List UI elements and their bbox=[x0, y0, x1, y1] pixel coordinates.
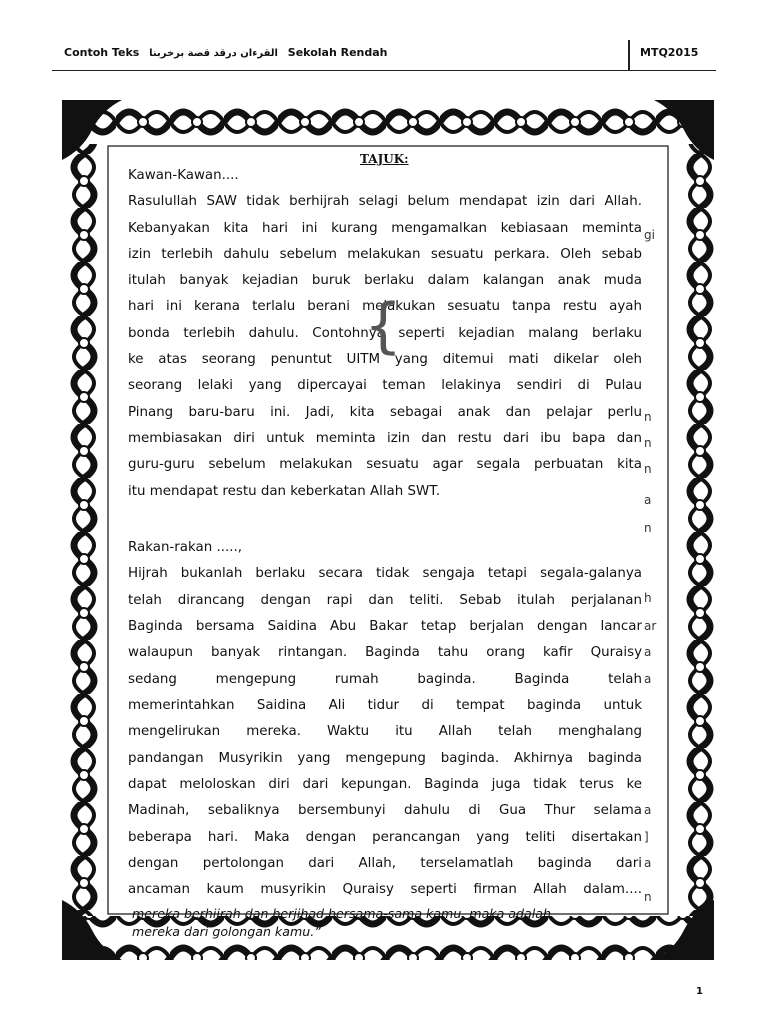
text-line: izin terlebih dahulu sebelum melakukan sesuatu perkara. Oleh sebab bbox=[128, 247, 642, 262]
text-line: Kebanyakan kita hari ini kurang mengamalkan kebiasaan meminta bbox=[128, 221, 642, 236]
margin-mark: ] bbox=[644, 830, 649, 844]
margin-mark: a bbox=[644, 672, 652, 686]
page-number: 1 bbox=[696, 986, 703, 997]
quote-line: mereka berhijrah dan berjihad bersama-sama kamu, maka adalah bbox=[132, 906, 551, 921]
text-line: mengelirukan mereka. Waktu itu Allah telah menghalang bbox=[128, 724, 642, 739]
text-line: Rasulullah SAW tidak berhijrah selagi belum mendapat izin dari Allah. bbox=[128, 194, 642, 209]
text-line: walaupun banyak rintangan. Baginda tahu orang kafir Quraisy bbox=[128, 645, 642, 660]
paragraph1-salutation: Kawan-Kawan.... bbox=[128, 168, 239, 183]
margin-mark: a bbox=[644, 493, 652, 507]
text-line: telah dirancang dengan rapi dan teliti. Sebab itulah perjalanan bbox=[128, 593, 642, 608]
header-divider bbox=[628, 40, 630, 70]
text-line: Hijrah bukanlah berlaku secara tidak sengaja tetapi segala-galanya bbox=[128, 566, 642, 581]
text-line: hari ini kerana terlalu berani melakukan sesuatu tanpa restu ayah bbox=[128, 299, 642, 314]
text-line: Pinang baru-baru ini. Jadi, kita sebagai anak dan pelajar perlu bbox=[128, 405, 642, 420]
margin-mark: a bbox=[644, 645, 652, 659]
text-line: Madinah, sebaliknya bersembunyi dahulu di Gua Thur selama bbox=[128, 803, 642, 818]
margin-mark: ar bbox=[644, 619, 657, 633]
paragraph2-salutation: Rakan-rakan ....., bbox=[128, 540, 242, 555]
margin-mark: a bbox=[644, 856, 652, 870]
margin-mark: n bbox=[644, 521, 652, 535]
text-line: dapat meloloskan diri dari kepungan. Baginda juga tidak terus ke bbox=[128, 777, 642, 792]
text-line: seorang lelaki yang dipercayai teman lelakinya sendiri di Pulau bbox=[128, 378, 642, 393]
margin-mark: n bbox=[644, 436, 652, 450]
text-line: pandangan Musyrikin yang mengepung baginda. Akhirnya baginda bbox=[128, 751, 642, 766]
header-school-label: Sekolah Rendah bbox=[287, 46, 388, 59]
header-arabic-label: القرءان درقد قصة برخربنا bbox=[149, 48, 278, 59]
text-line: dengan pertolongan dari Allah, terselamatlah baginda dari bbox=[128, 856, 642, 871]
text-line: itu mendapat restu dan keberkatan Allah SWT. bbox=[128, 484, 441, 499]
header-label: Contoh Teks bbox=[64, 46, 140, 59]
essay-title: TAJUK: bbox=[360, 152, 409, 166]
margin-mark: h bbox=[644, 591, 652, 605]
text-line: guru-guru sebelum melakukan sesuatu agar segala perbuatan kita bbox=[128, 457, 642, 472]
text-line: bonda terlebih dahulu. Contohnya seperti kejadian malang berlaku bbox=[128, 326, 642, 341]
header-code: MTQ2015 bbox=[640, 46, 699, 59]
text-line: memerintahkan Saidina Ali tidur di tempat baginda untuk bbox=[128, 698, 642, 713]
margin-mark: n bbox=[644, 890, 652, 904]
text-line: ke atas seorang penuntut UITM yang ditemui mati dikelar oleh bbox=[128, 352, 642, 367]
brace-mark: { bbox=[364, 291, 403, 361]
margin-mark: gi bbox=[644, 228, 655, 242]
margin-mark: n bbox=[644, 462, 652, 476]
header-left bbox=[64, 46, 388, 59]
quote-line: mereka dari golongan kamu.” bbox=[132, 924, 321, 939]
text-line: itulah banyak kejadian buruk berlaku dalam kalangan anak muda bbox=[128, 273, 642, 288]
text-line: ancaman kaum musyrikin Quraisy seperti firman Allah dalam.... bbox=[128, 882, 642, 897]
text-line: beberapa hari. Maka dengan perancangan yang teliti disertakan bbox=[128, 830, 642, 845]
margin-mark: n bbox=[644, 410, 652, 424]
margin-mark: a bbox=[644, 803, 652, 817]
text-line: Baginda bersama Saidina Abu Bakar tetap berjalan dengan lancar bbox=[128, 619, 642, 634]
text-line: sedang mengepung rumah baginda. Baginda telah bbox=[128, 672, 642, 687]
page-header bbox=[52, 40, 716, 71]
text-line: membiasakan diri untuk meminta izin dan restu dari ibu bapa dan bbox=[128, 431, 642, 446]
